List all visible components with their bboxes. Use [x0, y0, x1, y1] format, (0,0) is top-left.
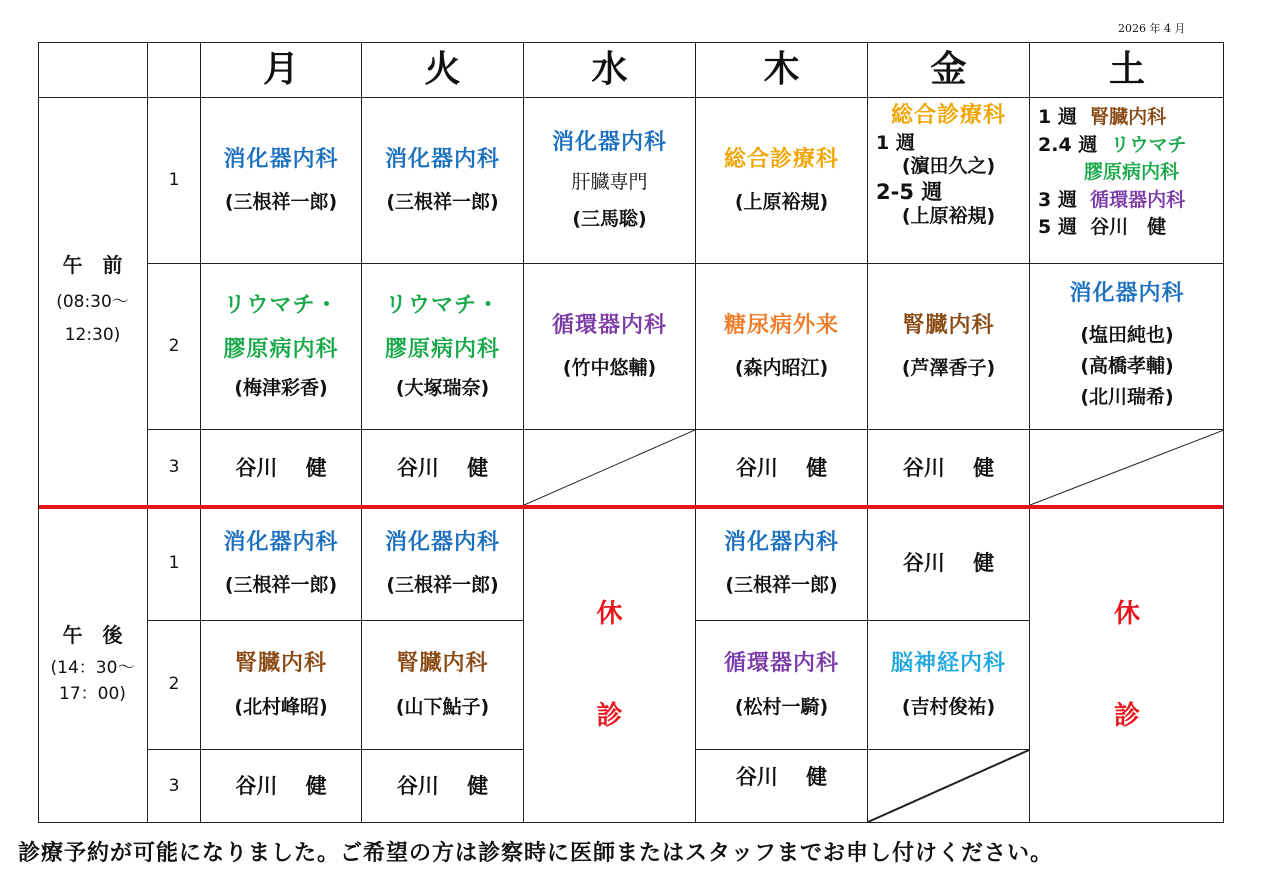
afternoon-label: 午 後 — [62, 623, 123, 647]
morning-time: (08:30～ 12:30) — [56, 292, 129, 345]
doctor-name: (三根祥一郎) — [386, 191, 499, 214]
doctor-name: (三根祥一郎) — [386, 574, 499, 597]
closed-label: 休 — [596, 598, 623, 629]
doctor-name: (梅津彩香) — [234, 377, 328, 400]
doctor-name: (三馬聡) — [572, 208, 647, 231]
pm3-fri-empty — [868, 750, 1030, 823]
dept-name: 消化器内科 — [723, 529, 839, 555]
doctor-name: (森内昭江) — [734, 357, 829, 380]
diagonal-slash — [524, 430, 695, 506]
am2-tue — [362, 264, 524, 430]
dept-name: リウマチ・ — [223, 293, 339, 319]
doctor-name: (大塚瑞奈) — [395, 377, 490, 400]
pm3-thu: 谷川 健 — [696, 750, 868, 823]
doctor-name: (松村一騎) — [734, 695, 829, 718]
doctor-name: (塩田純也) — [1080, 323, 1174, 346]
doctor-name: (竹中悠輔) — [562, 357, 657, 380]
slot-header-cell — [148, 42, 201, 98]
slot-number: 3 — [148, 430, 201, 507]
am1-sat: 1 週 腎臓内科 2.4 週 リウマチ 膠原病内科 3 週 循環器内科 5 週 谷川 健 — [1030, 98, 1224, 264]
am-pm-divider — [38, 505, 1224, 509]
pm1-thu — [696, 507, 868, 621]
dept-name: 循環器内科 — [551, 312, 667, 338]
am3-thu: 谷川 健 — [696, 430, 868, 507]
dept-name: 腎臓内科 — [234, 651, 327, 677]
am3-wed-empty — [524, 430, 696, 507]
doctor-name: (上原裕規) — [734, 191, 829, 214]
dept-name: 消化器内科 — [384, 146, 500, 172]
slot-number: 1 — [148, 98, 201, 264]
dept-name: 膠原病内科 — [1084, 161, 1180, 184]
doctor-name: (吉村俊祐) — [901, 695, 996, 718]
diagonal-slash — [868, 750, 1029, 823]
pm3-mon: 谷川 健 — [201, 750, 362, 823]
slot-number: 2 — [148, 264, 201, 430]
pm1-mon — [201, 507, 362, 621]
specialty-note: 肝臓専門 — [571, 170, 648, 193]
slot-number: 3 — [148, 750, 201, 823]
slot-number: 1 — [148, 507, 201, 621]
am1-fri — [868, 98, 1030, 264]
closed-label: 診 — [1113, 701, 1140, 731]
doctor-name: (三根祥一郎) — [224, 574, 338, 597]
week-label: 1 週 — [876, 131, 915, 154]
day-header-thu: 木 — [696, 42, 868, 98]
dept-name: 脳神経内科 — [890, 651, 1006, 677]
am1-tue — [362, 98, 524, 264]
dept-name: 腎臓内科 — [1090, 106, 1167, 128]
am1-thu — [696, 98, 868, 264]
slot-number: 2 — [148, 621, 201, 750]
doctor-name: (三根祥一郎) — [224, 191, 338, 214]
dept-name: 総合診療科 — [890, 103, 1006, 128]
doctor-name: (北村峰昭) — [234, 695, 328, 718]
am1-wed — [524, 98, 696, 264]
schedule-table — [38, 42, 1224, 823]
doctor-name: (芦澤香子) — [901, 357, 996, 380]
doctor-name: (上原裕規) — [901, 205, 996, 228]
pm2-fri — [868, 621, 1030, 750]
am3-fri: 谷川 健 — [868, 430, 1030, 507]
dept-name: 腎臓内科 — [396, 651, 489, 677]
pm2-thu — [696, 621, 868, 750]
dept-name: 消化器内科 — [1069, 281, 1185, 306]
dept-name: リウマチ・ — [384, 293, 500, 319]
day-header-fri: 金 — [868, 42, 1030, 98]
closed-label: 休 — [1113, 598, 1140, 629]
dept-name: 循環器内科 — [1090, 188, 1186, 211]
am2-thu — [696, 264, 868, 430]
am3-tue: 谷川 健 — [362, 430, 524, 507]
day-header-tue: 火 — [362, 42, 524, 98]
morning-label: 午 前 — [62, 253, 123, 278]
dept-name: 総合診療科 — [723, 146, 839, 172]
week-label: 2-5 週 — [876, 180, 943, 204]
dept-name: 腎臓内科 — [902, 312, 995, 338]
morning-label-cell — [38, 98, 148, 507]
day-header-wed: 水 — [524, 42, 696, 98]
pm1-fri: 谷川 健 — [868, 507, 1030, 621]
doctor-name: (濵田久之) — [901, 155, 996, 178]
pm-sat-closed — [1030, 507, 1224, 823]
pm1-tue — [362, 507, 524, 621]
am3-mon: 谷川 健 — [201, 430, 362, 507]
afternoon-time: (14：30～ 17：00) — [50, 658, 135, 704]
dept-name: 循環器内科 — [723, 651, 839, 677]
am3-sat-empty — [1030, 430, 1224, 507]
dept-name: 膠原病内科 — [223, 336, 339, 362]
dept-name: 消化器内科 — [384, 529, 500, 555]
dept-name: 消化器内科 — [551, 130, 667, 155]
doctor-name: (高橋孝輔) — [1080, 354, 1174, 377]
am2-sat — [1030, 264, 1224, 430]
am2-wed — [524, 264, 696, 430]
day-header-mon: 月 — [201, 42, 362, 98]
diagonal-slash — [1030, 430, 1224, 506]
pm-wed-closed — [524, 507, 696, 823]
am2-mon — [201, 264, 362, 430]
day-header-sat: 土 — [1030, 42, 1224, 98]
dept-name: 膠原病内科 — [384, 336, 500, 362]
reservation-notice: 診療予約が可能になりました。ご希望の方は診察時に医師またはスタッフまでお申し付けください。 — [18, 841, 1054, 866]
am1-mon — [201, 98, 362, 264]
corner-cell — [38, 42, 148, 98]
dept-name: 消化器内科 — [223, 529, 339, 555]
am2-fri — [868, 264, 1030, 430]
dept-name: リウマチ — [1110, 133, 1187, 156]
pm2-tue — [362, 621, 524, 750]
doctor-name: (山下鮎子) — [395, 695, 490, 718]
afternoon-label-cell — [38, 507, 148, 823]
date-label: 2026 年 4 月 — [1118, 22, 1186, 35]
dept-name: 消化器内科 — [223, 146, 339, 172]
doctor-name: 谷川 健 — [1090, 216, 1167, 239]
doctor-name: (三根祥一郎) — [725, 574, 838, 597]
doctor-name: (北川瑞希) — [1080, 386, 1174, 409]
pm2-mon — [201, 621, 362, 750]
dept-name: 糖尿病外来 — [723, 312, 839, 338]
pm3-tue: 谷川 健 — [362, 750, 524, 823]
closed-label: 診 — [596, 701, 623, 731]
